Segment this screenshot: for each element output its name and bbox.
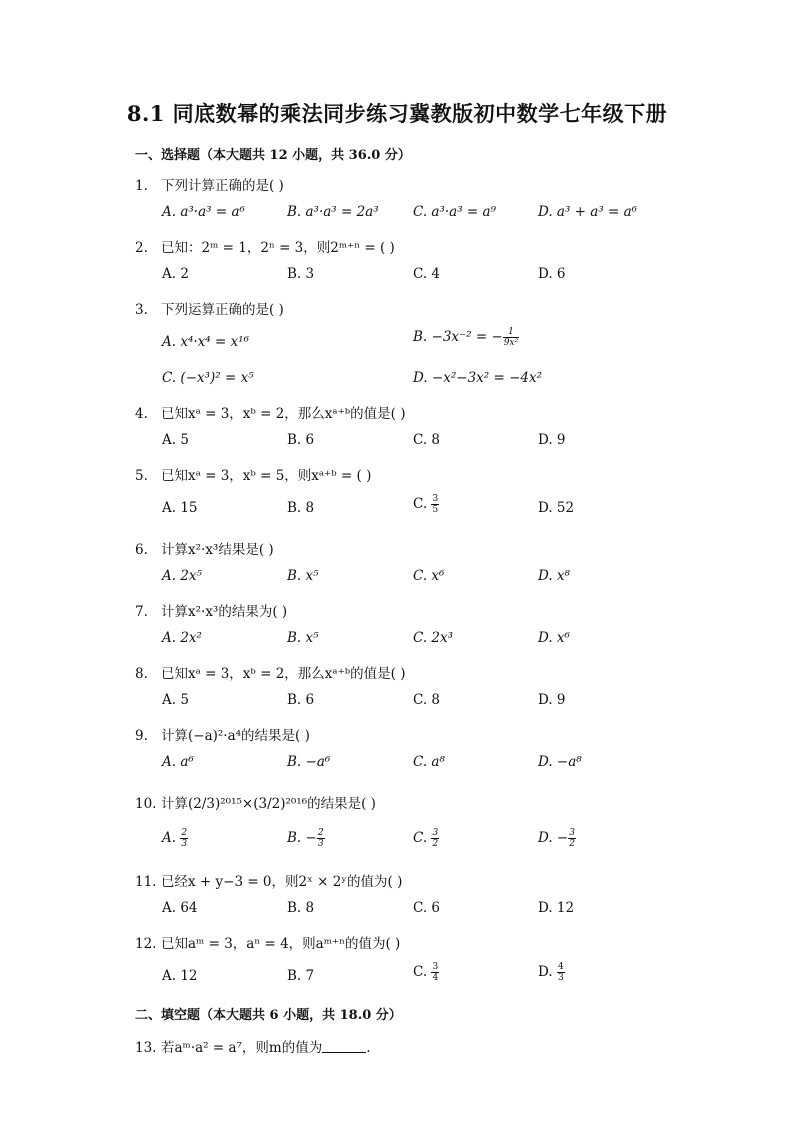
question-6 — [135, 538, 274, 558]
question-10 — [135, 792, 376, 812]
question-13 — [135, 1036, 371, 1056]
option-c — [413, 828, 439, 849]
option-c: C. 8 — [413, 692, 441, 708]
question-number: 12. — [135, 936, 157, 952]
question-stem: 已知xᵃ = 3，xᵇ = 5，则xᵃ⁺ᵇ = ( ) — [161, 468, 372, 484]
option-c: C. x⁶ — [413, 568, 445, 584]
answer-blank — [322, 1040, 366, 1053]
option-text: A. — [162, 830, 177, 846]
option-text: C. — [413, 830, 428, 846]
numerator: 1 — [503, 327, 519, 338]
option-b: B. a³·a³ = 2a³ — [287, 204, 379, 220]
fraction — [431, 962, 439, 983]
denominator: 4 — [432, 973, 439, 983]
question-2 — [135, 236, 395, 256]
numerator: 4 — [557, 962, 564, 972]
numerator: 2 — [181, 828, 188, 838]
option-b: B. x⁵ — [287, 630, 319, 646]
numerator: 3 — [432, 828, 439, 838]
fraction — [180, 828, 188, 849]
option-c: C. 6 — [413, 900, 441, 916]
question-stem: 下列运算正确的是( ) — [161, 302, 284, 318]
option-a: A. x⁴·x⁴ = x¹⁶ — [162, 334, 250, 350]
option-c — [413, 962, 439, 983]
option-a: A. 64 — [162, 900, 198, 916]
denominator: 9x² — [503, 338, 519, 348]
option-a: A. 2x² — [162, 630, 202, 646]
question-tail: . — [366, 1040, 371, 1056]
question-stem: 已知xᵃ = 3，xᵇ = 2，那么xᵃ⁺ᵇ的值是( ) — [161, 406, 406, 422]
question-stem: 计算(−a)²·a⁴的结果是( ) — [161, 728, 310, 744]
option-c — [413, 494, 439, 515]
option-d: D. a³ + a³ = a⁶ — [538, 204, 638, 220]
question-number: 10. — [135, 796, 157, 812]
option-b: B. 6 — [287, 692, 315, 708]
numerator: 3 — [569, 828, 575, 838]
option-text: D. — [538, 964, 553, 980]
question-number: 11. — [135, 874, 157, 890]
option-a: A. 15 — [162, 500, 198, 516]
option-b: B. 6 — [287, 432, 315, 448]
option-b — [287, 828, 325, 849]
option-a — [162, 828, 188, 849]
question-stem: 下列计算正确的是( ) — [161, 178, 284, 194]
question-stem: 已知aᵐ = 3，aⁿ = 4，则aᵐ⁺ⁿ的值为( ) — [161, 936, 401, 952]
section-heading-choice: 一、选择题（本大题共 12 小题，共 36.0 分） — [135, 148, 411, 163]
option-d: D. 12 — [538, 900, 575, 916]
fraction — [557, 962, 565, 983]
option-b: B. 8 — [287, 900, 315, 916]
option-d: D. 9 — [538, 692, 566, 708]
option-b: B. −a⁶ — [287, 754, 331, 770]
option-text: C. — [413, 964, 428, 980]
option-b: B. 7 — [287, 968, 315, 984]
option-a: A. 2 — [162, 266, 189, 282]
option-a: A. 5 — [162, 692, 189, 708]
section-heading-fill-in: 二、填空题（本大题共 6 小题，共 18.0 分） — [135, 1008, 402, 1023]
question-number: 4. — [135, 406, 148, 422]
option-a: A. 12 — [162, 968, 198, 984]
question-number: 6. — [135, 542, 148, 558]
question-11 — [135, 870, 402, 890]
option-d: D. 52 — [538, 500, 575, 516]
question-number: 13. — [135, 1040, 157, 1056]
question-12 — [135, 932, 400, 952]
option-d: D. 9 — [538, 432, 566, 448]
option-c: C. a⁸ — [413, 754, 445, 770]
fraction — [568, 828, 576, 849]
option-a: A. a⁶ — [162, 754, 194, 770]
option-d: D. −a⁸ — [538, 754, 582, 770]
question-3 — [135, 298, 284, 318]
denominator: 5 — [432, 505, 439, 515]
question-8 — [135, 662, 405, 682]
page-title: 8.1 同底数幂的乘法同步练习冀教版初中数学七年级下册 — [126, 101, 668, 126]
fraction — [503, 327, 519, 348]
option-d: D. x⁶ — [538, 630, 570, 646]
question-stem: 计算x²·x³的结果为( ) — [161, 604, 288, 620]
denominator: 3 — [181, 839, 188, 849]
option-text: B. − — [287, 830, 317, 846]
question-number: 8. — [135, 666, 148, 682]
question-5 — [135, 464, 371, 484]
option-c: C. 2x³ — [413, 630, 454, 646]
question-number: 7. — [135, 604, 148, 620]
question-stem: 已知xᵃ = 3，xᵇ = 2，那么xᵃ⁺ᵇ的值是( ) — [161, 666, 406, 682]
numerator: 2 — [317, 828, 324, 838]
question-4 — [135, 402, 405, 422]
option-a: A. a³·a³ = a⁶ — [162, 204, 245, 220]
option-text: D. − — [538, 830, 569, 846]
option-c: C. 4 — [413, 266, 441, 282]
question-stem: 计算x²·x³结果是( ) — [161, 542, 274, 558]
option-text: B. −3x⁻² = − — [413, 329, 503, 345]
question-number: 1. — [135, 178, 148, 194]
question-number: 5. — [135, 468, 148, 484]
question-7 — [135, 600, 287, 620]
option-b — [413, 327, 519, 348]
numerator: 3 — [432, 494, 439, 504]
question-stem: 若aᵐ·a² = a⁷，则m的值为 — [161, 1040, 323, 1056]
denominator: 3 — [317, 839, 324, 849]
fraction — [431, 828, 439, 849]
fraction — [317, 828, 325, 849]
option-a: A. 5 — [162, 432, 189, 448]
option-c: C. 8 — [413, 432, 441, 448]
question-number: 2. — [135, 240, 148, 256]
fraction — [431, 494, 439, 515]
question-number: 9. — [135, 728, 148, 744]
numerator: 3 — [432, 962, 439, 972]
question-stem: 已经x + y−3 = 0，则2ˣ × 2ʸ的值为( ) — [161, 874, 403, 890]
option-a: A. 2x⁵ — [162, 568, 202, 584]
question-number: 3. — [135, 302, 148, 318]
option-c: C. a³·a³ = a⁹ — [413, 204, 496, 220]
option-b: B. 3 — [287, 266, 315, 282]
option-d: D. −x²−3x² = −4x² — [413, 370, 543, 386]
question-stem: 已知：2ᵐ = 1，2ⁿ = 3，则2ᵐ⁺ⁿ = ( ) — [161, 240, 395, 256]
denominator: 2 — [432, 839, 439, 849]
question-stem: 计算(2/3)²⁰¹⁵×(3/2)²⁰¹⁶的结果是( ) — [161, 796, 376, 812]
option-d — [538, 828, 576, 849]
question-1 — [135, 174, 284, 194]
option-c: C. (−x³)² = x⁵ — [162, 370, 254, 386]
denominator: 3 — [557, 973, 564, 983]
option-text: C. — [413, 496, 428, 512]
question-9 — [135, 724, 310, 744]
option-b: B. 8 — [287, 500, 315, 516]
option-b: B. x⁵ — [287, 568, 319, 584]
option-d: D. 6 — [538, 266, 566, 282]
option-d: D. x⁸ — [538, 568, 570, 584]
denominator: 2 — [569, 839, 575, 849]
option-d — [538, 962, 565, 983]
